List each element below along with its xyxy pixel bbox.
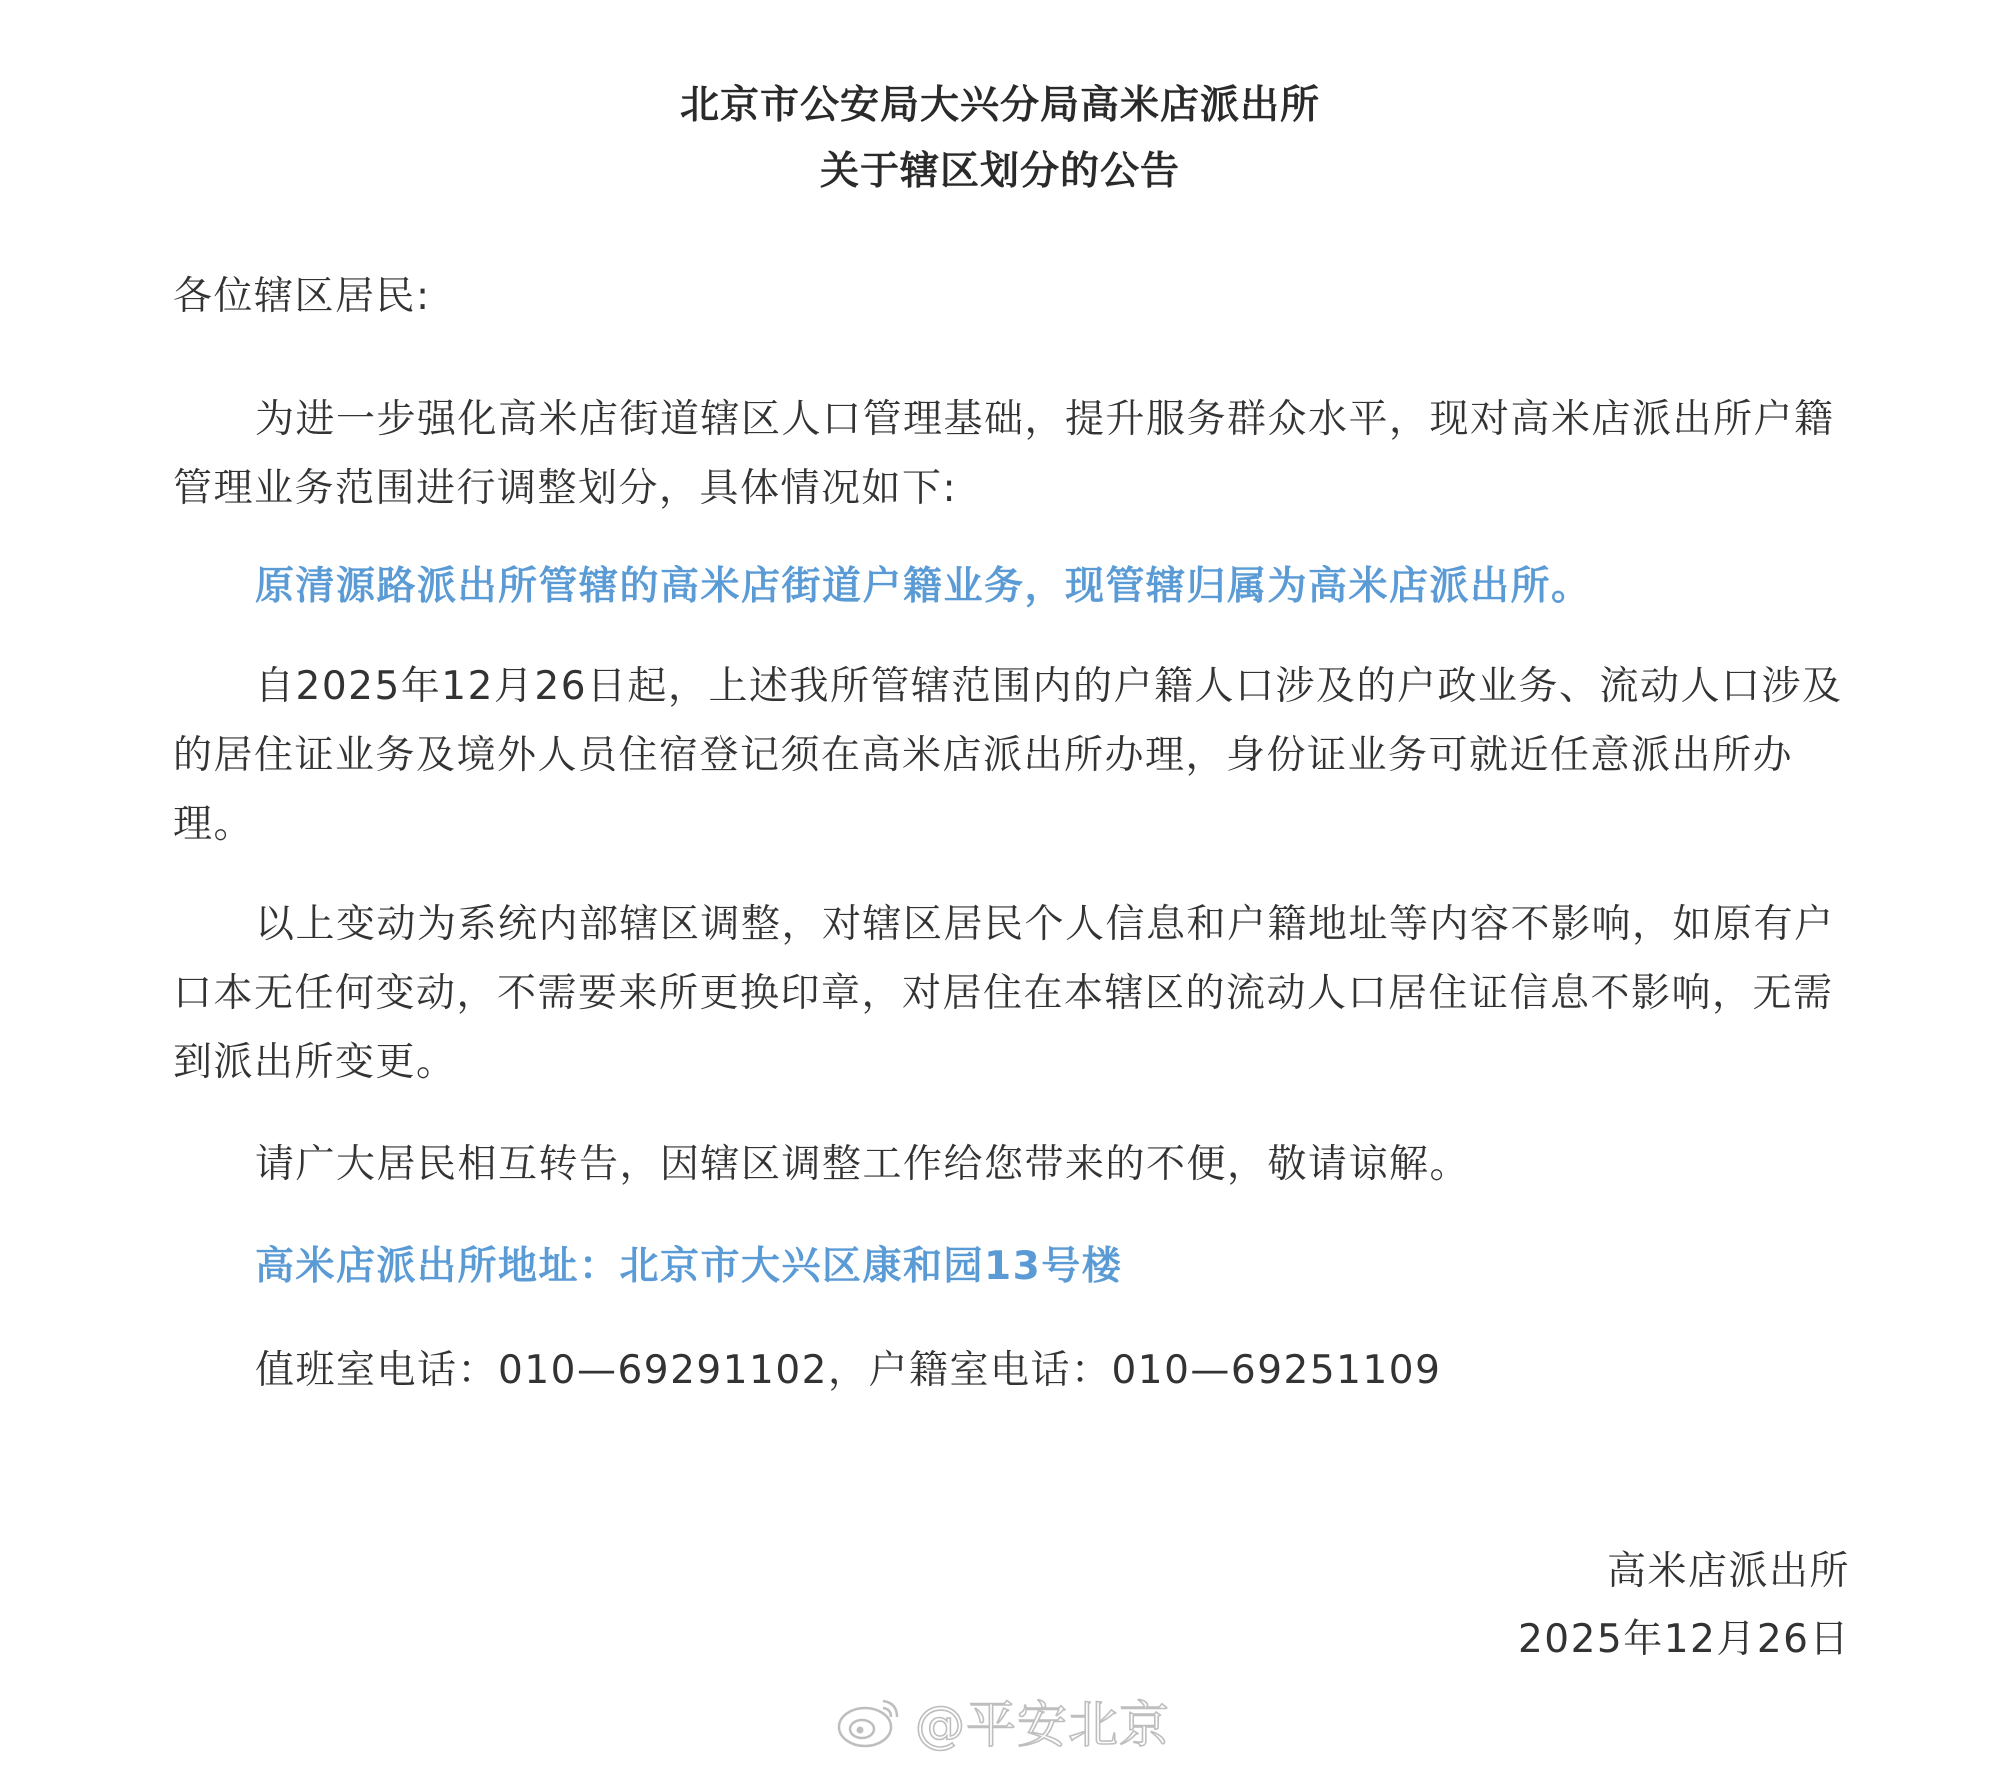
intro-paragraph: 为进一步强化高米店街道辖区人口管理基础，提升服务群众水平，现对高米店派出所户籍管理业务范围进行调整划分，具体情况如下: (173, 397, 1835, 511)
notice-paragraph: 请广大居民相互转告，因辖区调整工作给您带来的不便，敬请谅解。 (255, 1142, 1471, 1187)
effective-date-paragraph: 自2025年12月26日起，上述我所管辖范围内的户籍人口涉及的户政业务、流动人口涉及的居住证业务及境外人员住宿登记须在高米店派出所办理，身份证业务可就近任意派出所办理。 (173, 664, 1843, 847)
document-subtitle: 关于辖区划分的公告 (819, 149, 1180, 194)
signature-organization: 高米店派出所 (1606, 1549, 1850, 1594)
document-title: 北京市公安局大兴分局高米店派出所 (679, 83, 1320, 128)
weibo-logo-icon (835, 1691, 905, 1751)
highlight-paragraph: 原清源路派出所管辖的高米店街道户籍业务，现管辖归属为高米店派出所。 (255, 564, 1592, 609)
salutation: 各位辖区居民: (173, 274, 431, 319)
phone-paragraph: 值班室电话：010—69291102，户籍室电话：010—69251109 (255, 1348, 1442, 1393)
impact-paragraph: 以上变动为系统内部辖区调整，对辖区居民个人信息和户籍地址等内容不影响，如原有户口本无任何变动，不需要来所更换印章，对居住在本辖区的流动人口居住证信息不影响，无需到派出所变更。 (173, 902, 1835, 1085)
signature-date: 2025年12月26日 (1517, 1617, 1850, 1662)
watermark-text: @平安北京 (915, 1696, 1170, 1754)
address-paragraph: 高米店派出所地址：北京市大兴区康和园13号楼 (255, 1244, 1123, 1289)
watermark (835, 1686, 1170, 1756)
